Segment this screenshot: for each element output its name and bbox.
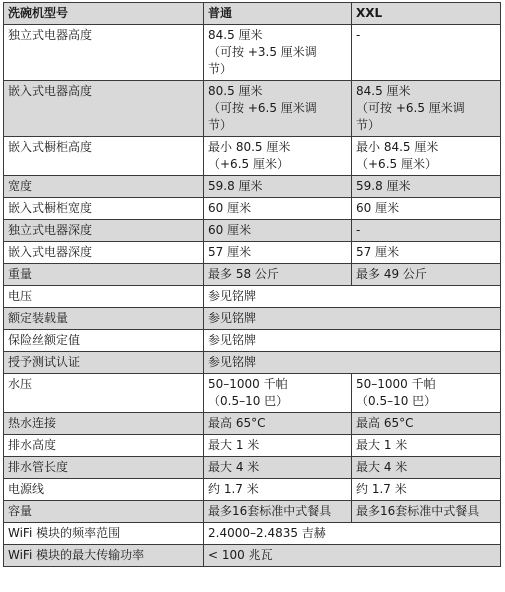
xxl-value: 最小 84.5 厘米 （+6.5 厘米） — [352, 137, 501, 176]
xxl-value: 60 厘米 — [352, 198, 501, 220]
row-label: 容量 — [4, 501, 204, 523]
row-label: 授予测试认证 — [4, 352, 204, 374]
row-label: 电源线 — [4, 479, 204, 501]
header-model-label: 洗碗机型号 — [4, 3, 204, 25]
xxl-value: 约 1.7 米 — [352, 479, 501, 501]
table-row — [4, 330, 501, 352]
table-row — [4, 413, 501, 435]
table-row — [4, 286, 501, 308]
standard-value: 50–1000 千帕 （0.5–10 巴） — [204, 374, 352, 413]
standard-value: 59.8 厘米 — [204, 176, 352, 198]
standard-value: 60 厘米 — [204, 198, 352, 220]
xxl-value: 最多 49 公斤 — [352, 264, 501, 286]
table-row — [4, 523, 501, 545]
row-label: 水压 — [4, 374, 204, 413]
table-row — [4, 176, 501, 198]
row-label: 热水连接 — [4, 413, 204, 435]
dishwasher-spec-table — [3, 2, 501, 567]
merged-value: 2.4000–2.4835 吉赫 — [204, 523, 501, 545]
xxl-value: 57 厘米 — [352, 242, 501, 264]
row-label: 嵌入式橱柜宽度 — [4, 198, 204, 220]
row-label: 额定装载量 — [4, 308, 204, 330]
spec-sheet — [3, 2, 500, 567]
xxl-value: 84.5 厘米 （可按 +6.5 厘米调 节） — [352, 81, 501, 137]
table-row — [4, 137, 501, 176]
merged-value: 参见铭牌 — [204, 330, 501, 352]
table-row — [4, 264, 501, 286]
table-row — [4, 501, 501, 523]
row-label: 电压 — [4, 286, 204, 308]
merged-value: 参见铭牌 — [204, 308, 501, 330]
standard-value: 80.5 厘米 （可按 +6.5 厘米调 节） — [204, 81, 352, 137]
table-row — [4, 308, 501, 330]
row-label: 独立式电器高度 — [4, 25, 204, 81]
xxl-value: - — [352, 25, 501, 81]
standard-value: 最多 58 公斤 — [204, 264, 352, 286]
header-row — [4, 3, 501, 25]
table-row — [4, 352, 501, 374]
table-row — [4, 545, 501, 567]
xxl-value: 最多16套标准中式餐具 — [352, 501, 501, 523]
header-xxl: XXL — [352, 3, 501, 25]
merged-value: 参见铭牌 — [204, 352, 501, 374]
standard-value: 最大 4 米 — [204, 457, 352, 479]
row-label: 嵌入式电器高度 — [4, 81, 204, 137]
table-row — [4, 81, 501, 137]
row-label: 嵌入式橱柜高度 — [4, 137, 204, 176]
table-row — [4, 198, 501, 220]
standard-value: 约 1.7 米 — [204, 479, 352, 501]
table-row — [4, 242, 501, 264]
table-row — [4, 457, 501, 479]
xxl-value: 最大 1 米 — [352, 435, 501, 457]
standard-value: 60 厘米 — [204, 220, 352, 242]
table-row — [4, 374, 501, 413]
xxl-value: 50–1000 千帕 （0.5–10 巴） — [352, 374, 501, 413]
standard-value: 最小 80.5 厘米 （+6.5 厘米） — [204, 137, 352, 176]
standard-value: 最高 65°C — [204, 413, 352, 435]
row-label: 重量 — [4, 264, 204, 286]
table-row — [4, 435, 501, 457]
row-label: 独立式电器深度 — [4, 220, 204, 242]
row-label: WiFi 模块的频率范围 — [4, 523, 204, 545]
table-row — [4, 25, 501, 81]
table-row — [4, 479, 501, 501]
row-label: 嵌入式电器深度 — [4, 242, 204, 264]
xxl-value: - — [352, 220, 501, 242]
merged-value: 参见铭牌 — [204, 286, 501, 308]
xxl-value: 最高 65°C — [352, 413, 501, 435]
header-standard: 普通 — [204, 3, 352, 25]
standard-value: 最大 1 米 — [204, 435, 352, 457]
row-label: 排水管长度 — [4, 457, 204, 479]
table-row — [4, 220, 501, 242]
row-label: 保险丝额定值 — [4, 330, 204, 352]
standard-value: 最多16套标准中式餐具 — [204, 501, 352, 523]
row-label: 排水高度 — [4, 435, 204, 457]
xxl-value: 59.8 厘米 — [352, 176, 501, 198]
row-label: WiFi 模块的最大传输功率 — [4, 545, 204, 567]
standard-value: 84.5 厘米 （可按 +3.5 厘米调 节） — [204, 25, 352, 81]
merged-value: < 100 兆瓦 — [204, 545, 501, 567]
standard-value: 57 厘米 — [204, 242, 352, 264]
row-label: 宽度 — [4, 176, 204, 198]
xxl-value: 最大 4 米 — [352, 457, 501, 479]
